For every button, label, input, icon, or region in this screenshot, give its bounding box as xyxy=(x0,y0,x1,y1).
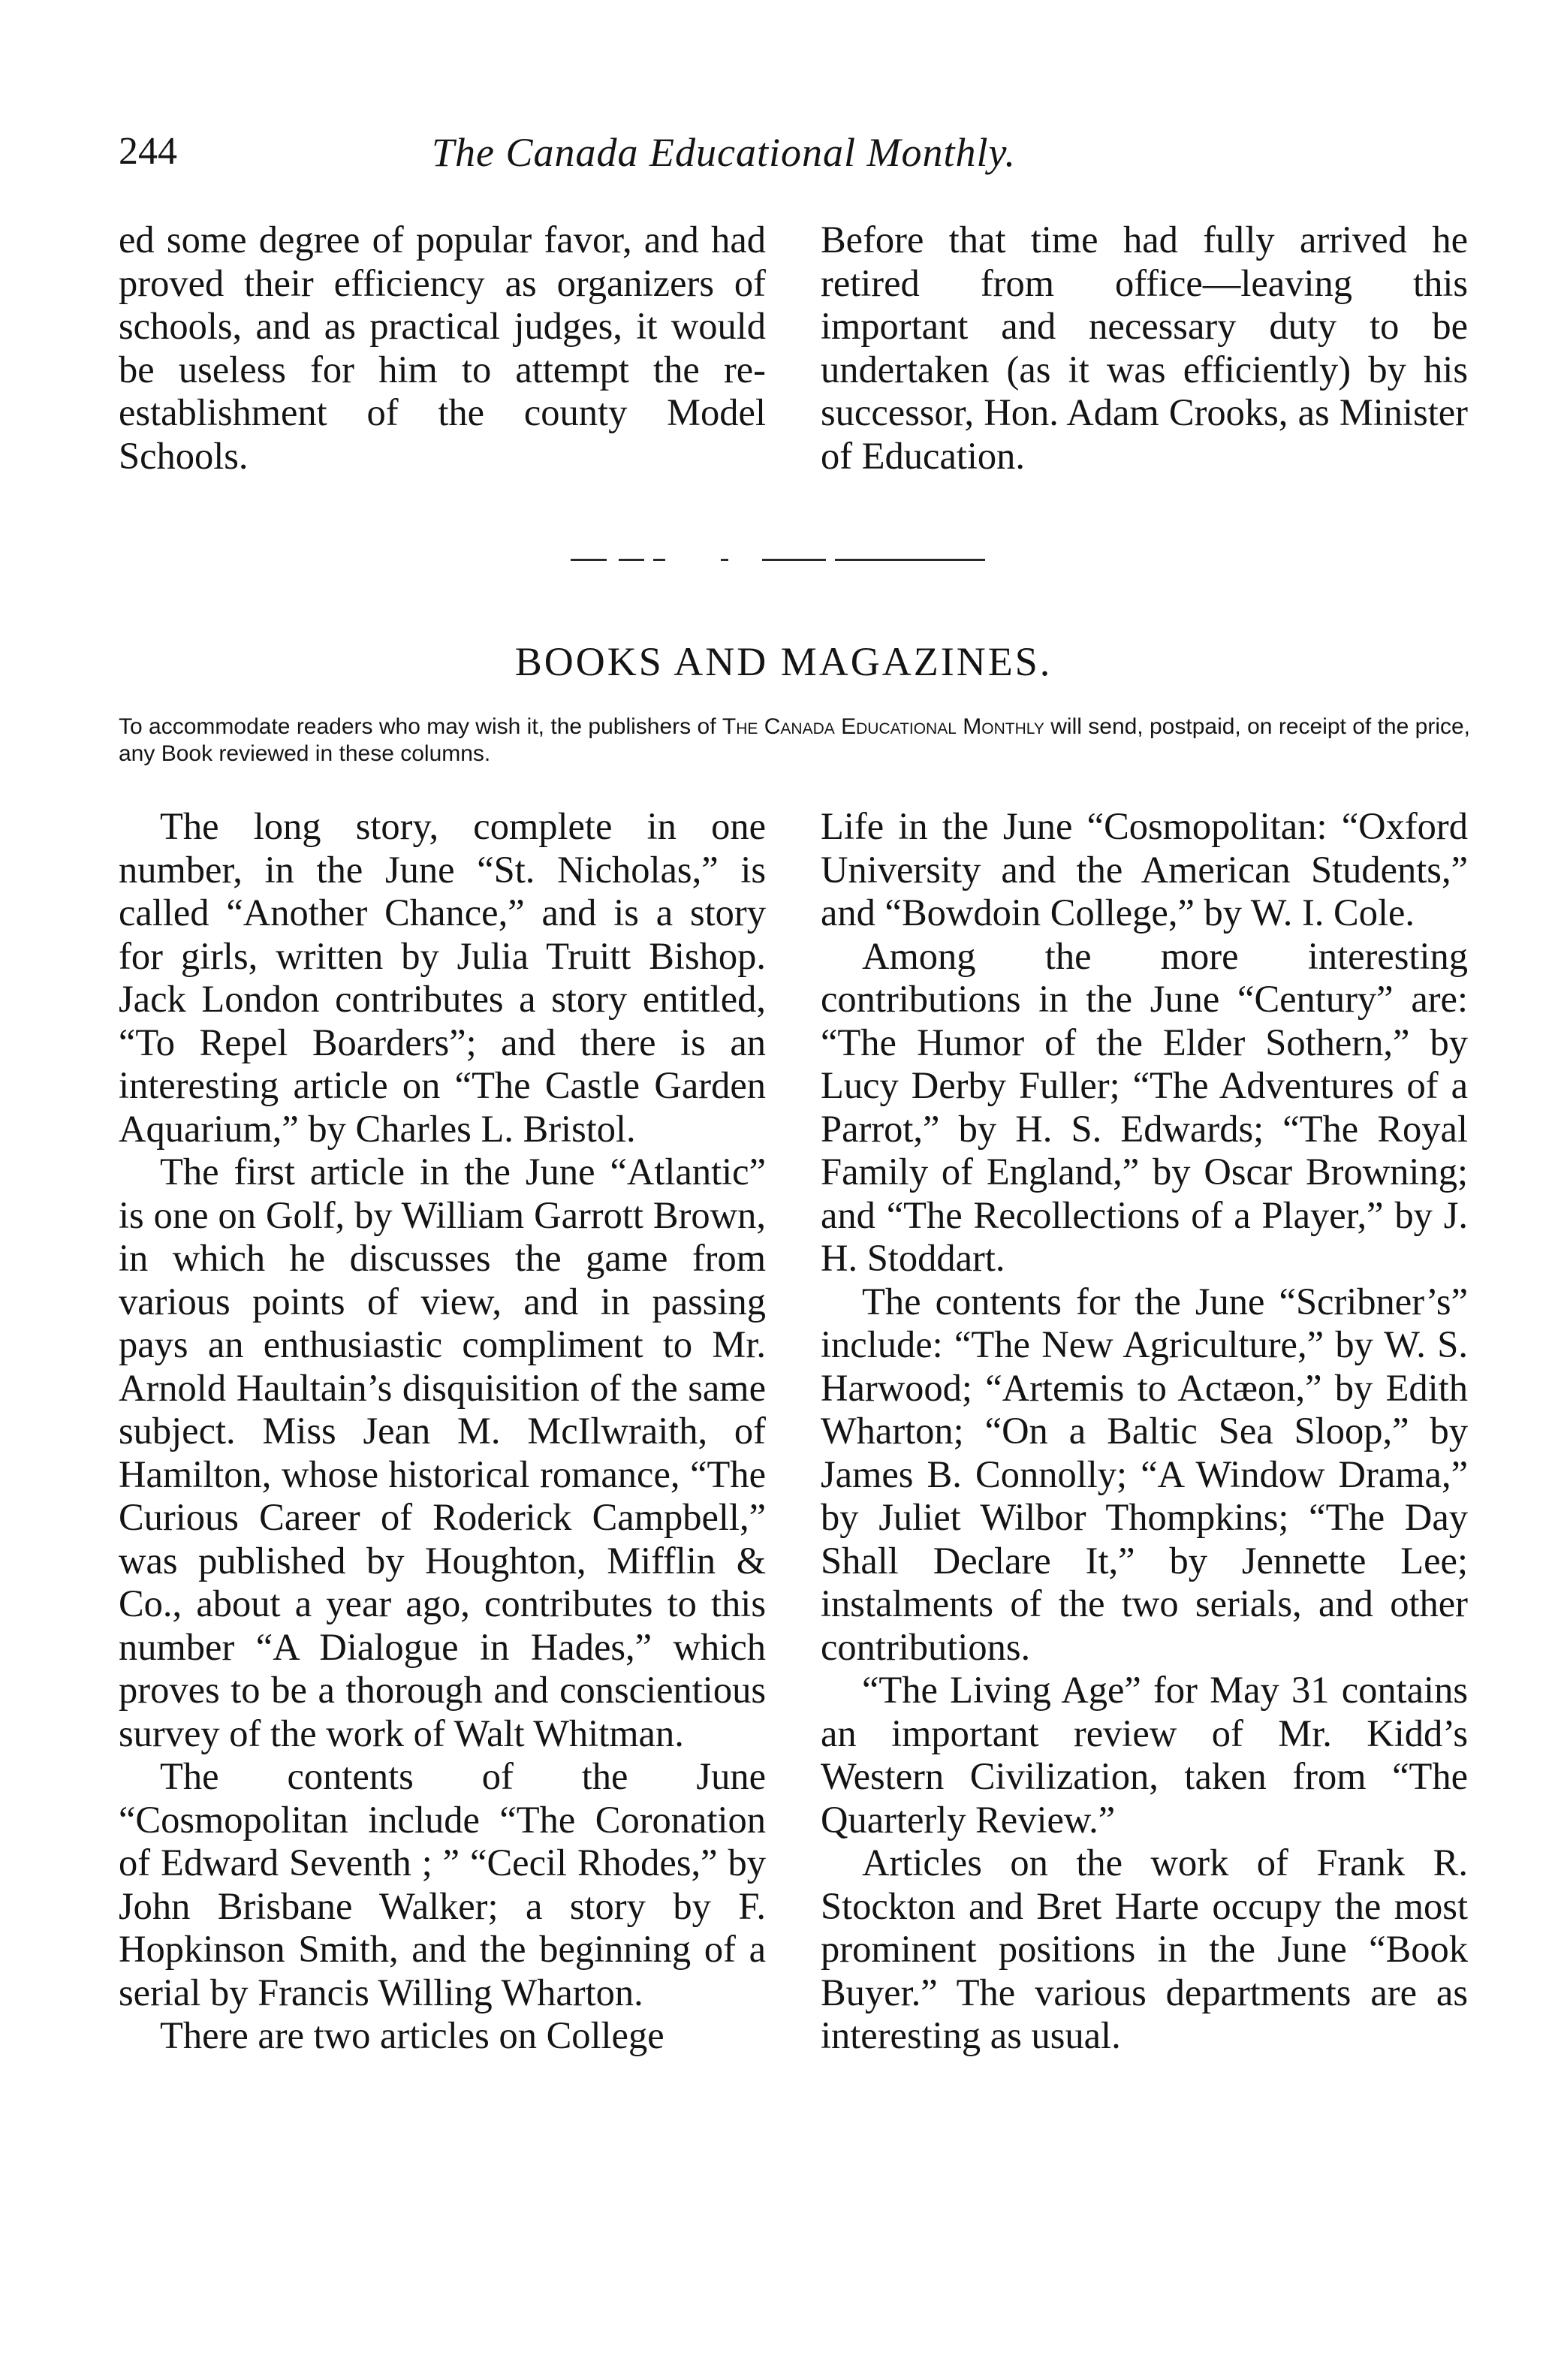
right-review-column xyxy=(821,805,1468,2058)
journal-name: The Canada Educational Monthly xyxy=(722,714,1044,739)
review-paragraph: “The Living Age” for May 31 contains an important review of Mr. Kidd’s Western Civilization, taken from “The Quarterly Review.” xyxy=(821,1669,1468,1841)
review-paragraph: There are two articles on College xyxy=(160,2014,664,2056)
review-paragraph: Articles on the work of Frank R. Stockton and Bret Harte occupy the most prominent positions in the June “Book Buyer.” The various departments are as interesting as usual. xyxy=(821,1842,1468,2056)
top-right-column xyxy=(821,219,1468,478)
paragraph: Before that time had fully arrived he retired from office—leaving this important and necessary duty to be undertaken (as it was efficiently) by his successor, Hon. Adam Crooks, as Minister of Education. xyxy=(821,219,1468,477)
divider-segment xyxy=(835,559,985,561)
top-left-column xyxy=(119,219,766,478)
review-paragraph: The contents of the June “Cosmopolitan include “The Coronation of Edward Seventh ; ” “Cecil Rhodes,” by John Brisbane Walker; a story by F. Hopkinson Smith, and the beginning of a serial by Francis Willing Wharton. xyxy=(119,1755,766,2013)
review-paragraph: Life in the June “Cosmopolitan: “Oxford University and the American Students,” and “Bowdoin College,” by W. I. Cole. xyxy=(821,805,1468,934)
note-text: To accommodate readers who may wish it, the publishers of xyxy=(119,714,722,739)
divider-segment xyxy=(653,559,665,561)
running-title: The Canada Educational Monthly. xyxy=(432,130,1016,175)
review-paragraph: The contents for the June “Scribner’s” include: “The New Agriculture,” by W. S. Harwood; “Artemis to Actæon,” by Edith Wharton; “On a Baltic Sea Sloop,” by James B. Connolly; “A Window Drama,” by Juliet Wilbor Thompkins; “The Day Shall Declare It,” by Jennette Lee; instalments of the two serials, and other contributions. xyxy=(821,1280,1468,1668)
paragraph: ed some degree of popular favor, and had proved their efficiency as organizers of schools, and as practical judges, it would be useless for him to attempt the re-establishment of the county Model Schools. xyxy=(119,219,766,477)
page-number: 244 xyxy=(119,130,177,173)
section-heading: BOOKS AND MAGAZINES. xyxy=(514,639,1053,684)
divider-segment xyxy=(721,559,728,561)
editorial-note xyxy=(119,713,1470,768)
note-text: will send, postpaid, on receipt of the price, any Book reviewed in these columns. xyxy=(119,714,1471,766)
divider-segment xyxy=(762,559,826,561)
review-paragraph: The first article in the June “Atlantic” is one on Golf, by William Garrott Brown, in which he discusses the game from various points of view, and in passing pays an enthusiastic compliment to Mr. Arnold Haultain’s disquisition of the same subject. Miss Jean M. McIlwraith, of Hamilton, whose historical romance, “The Curious Career of Roderick Campbell,” was published by Houghton, Mifflin & Co., about a year ago, contributes to this number “A Dialogue in Hades,” which proves to be a thorough and conscientious survey of the work of Walt Whitman. xyxy=(119,1151,766,1754)
left-review-column xyxy=(119,805,766,2058)
divider-segment xyxy=(619,559,644,561)
review-paragraph: Among the more interesting contributions in the June “Century” are: “The Humor of the Elder Sothern,” by Lucy Derby Fuller; “The Adventures of a Parrot,” by H. S. Edwards; “The Royal Family of England,” by Oscar Browning; and “The Recollections of a Player,” by J. H. Stoddart. xyxy=(821,934,1468,1279)
review-paragraph: The long story, complete in one number, in the June “St. Nicholas,” is called “Another Chance,” and is a story for girls, written by Julia Truitt Bishop. Jack London contributes a story entitled, “To Repel Boarders”; and there is an interesting article on “The Castle Garden Aquarium,” by Charles L. Bristol. xyxy=(119,805,766,1150)
divider-segment xyxy=(571,559,607,561)
